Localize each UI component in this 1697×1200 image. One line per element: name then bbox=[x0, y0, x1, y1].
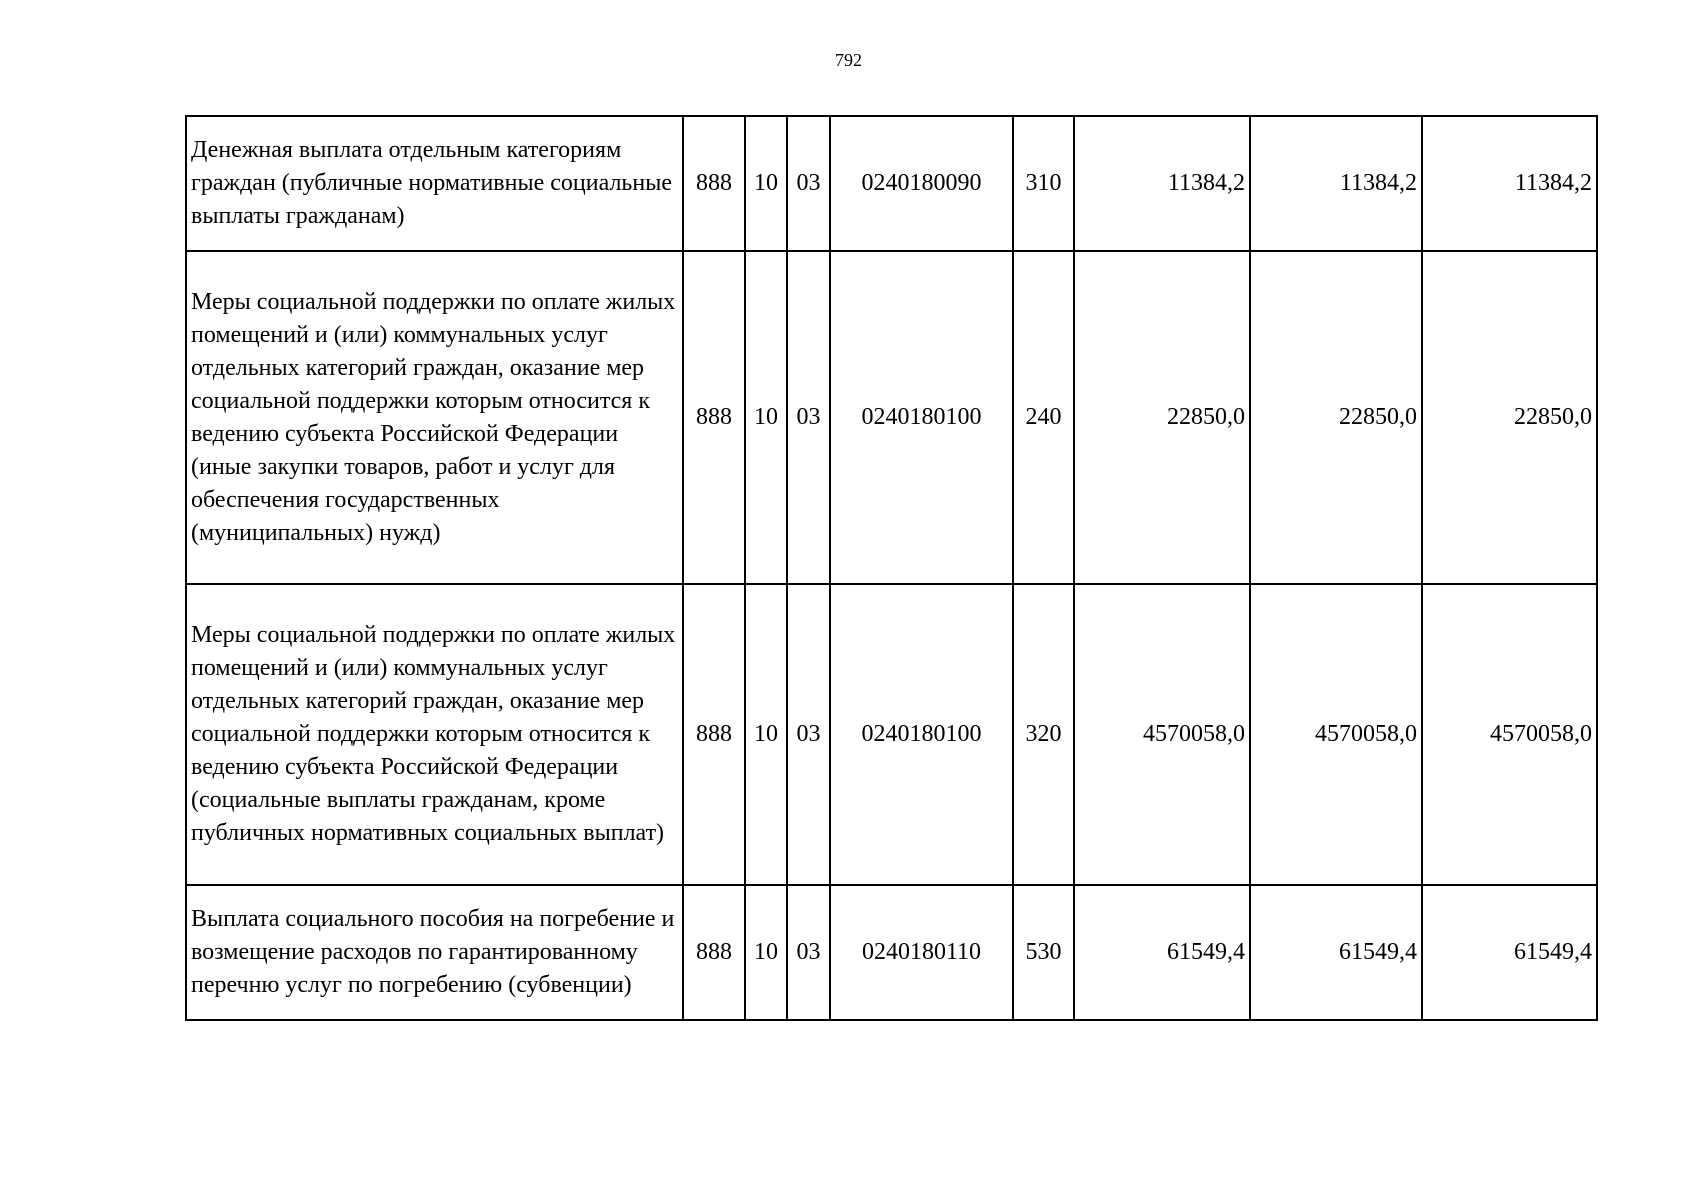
section-code: 10 bbox=[745, 116, 787, 251]
target-article-code: 0240180100 bbox=[830, 251, 1013, 584]
target-article-code: 0240180110 bbox=[830, 885, 1013, 1020]
table-row bbox=[186, 116, 1597, 251]
table-row bbox=[186, 584, 1597, 885]
ministry-code: 888 bbox=[683, 116, 745, 251]
subsection-code: 03 bbox=[787, 885, 830, 1020]
amount-1: 22850,0 bbox=[1074, 251, 1250, 584]
amount-3: 61549,4 bbox=[1422, 885, 1597, 1020]
amount-1: 11384,2 bbox=[1074, 116, 1250, 251]
table-row bbox=[186, 251, 1597, 584]
expense-type-code: 530 bbox=[1013, 885, 1074, 1020]
page-number: 792 bbox=[835, 50, 862, 70]
row-description: Выплата социального пособия на погребение и возмещение расходов по гарантированному перечню услуг по погребению (субвенции) bbox=[186, 885, 683, 1020]
table-row bbox=[186, 885, 1597, 1020]
row-description: Денежная выплата отдельным категориям граждан (публичные нормативные социальные выплаты гражданам) bbox=[186, 116, 683, 251]
expense-type-code: 320 bbox=[1013, 584, 1074, 885]
subsection-code: 03 bbox=[787, 116, 830, 251]
subsection-code: 03 bbox=[787, 251, 830, 584]
budget-table bbox=[185, 115, 1598, 1021]
expense-type-code: 240 bbox=[1013, 251, 1074, 584]
section-code: 10 bbox=[745, 584, 787, 885]
expense-type-code: 310 bbox=[1013, 116, 1074, 251]
amount-3: 22850,0 bbox=[1422, 251, 1597, 584]
ministry-code: 888 bbox=[683, 885, 745, 1020]
row-description: Меры социальной поддержки по оплате жилых помещений и (или) коммунальных услуг отдельных категорий граждан, оказание мер социальной поддержки которым относится к ведению субъекта Российской Федерации (иные закупки товаров, работ и услуг для обеспечения государственных (муниципальных) нужд) bbox=[186, 251, 683, 584]
ministry-code: 888 bbox=[683, 584, 745, 885]
row-description: Меры социальной поддержки по оплате жилых помещений и (или) коммунальных услуг отдельных категорий граждан, оказание мер социальной поддержки которым относится к ведению субъекта Российской Федерации (социальные выплаты гражданам, кроме публичных нормативных социальных выплат) bbox=[186, 584, 683, 885]
ministry-code: 888 bbox=[683, 251, 745, 584]
amount-2: 4570058,0 bbox=[1250, 584, 1422, 885]
target-article-code: 0240180090 bbox=[830, 116, 1013, 251]
section-code: 10 bbox=[745, 885, 787, 1020]
amount-2: 11384,2 bbox=[1250, 116, 1422, 251]
amount-2: 22850,0 bbox=[1250, 251, 1422, 584]
target-article-code: 0240180100 bbox=[830, 584, 1013, 885]
subsection-code: 03 bbox=[787, 584, 830, 885]
amount-1: 4570058,0 bbox=[1074, 584, 1250, 885]
amount-2: 61549,4 bbox=[1250, 885, 1422, 1020]
amount-1: 61549,4 bbox=[1074, 885, 1250, 1020]
amount-3: 4570058,0 bbox=[1422, 584, 1597, 885]
amount-3: 11384,2 bbox=[1422, 116, 1597, 251]
section-code: 10 bbox=[745, 251, 787, 584]
